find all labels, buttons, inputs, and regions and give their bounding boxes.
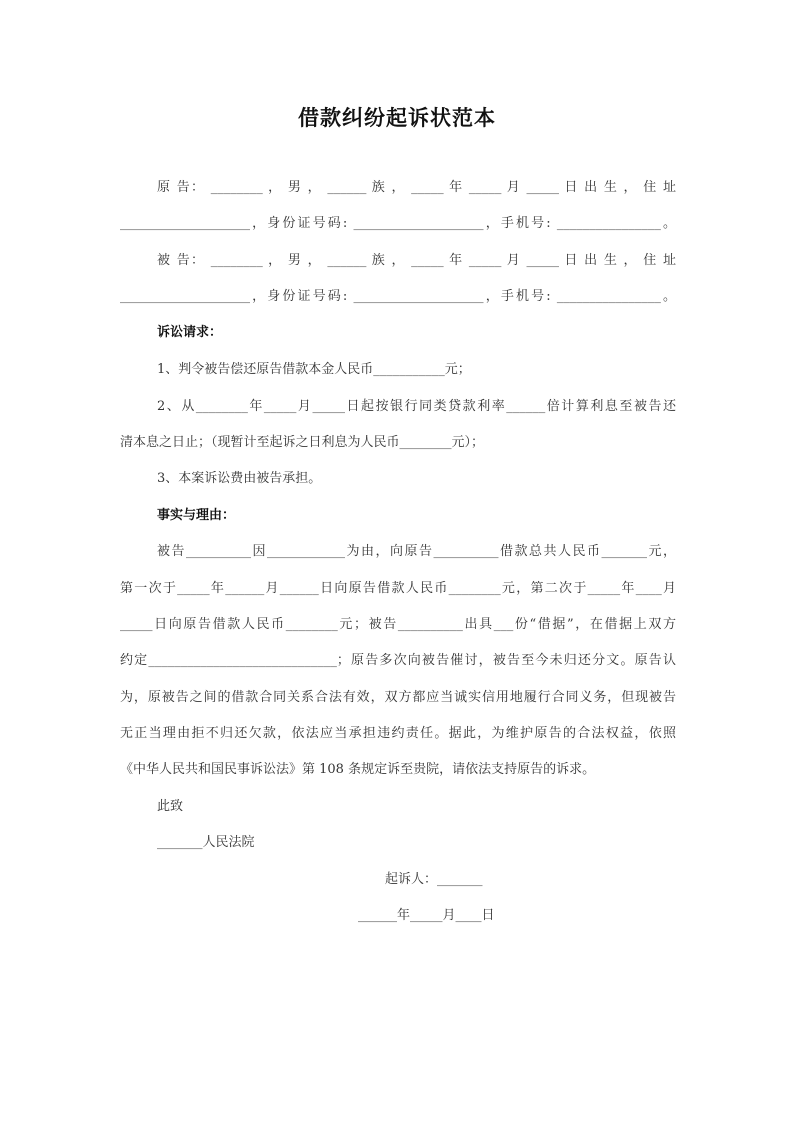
defendant-line-2: ____________________，身份证号码: ____________________，手机号: ________________。 [120,289,676,304]
claims-heading: 诉讼请求： [157,325,223,340]
facts-line: 被告__________因____________为由，向原告__________借款总共人民币_______元， [157,544,676,559]
court-name: _______人民法院 [157,835,255,850]
plaintiff-line-2: ____________________，身份证号码: ____________________，手机号: ________________。 [120,216,676,231]
facts-line: _____日向原告借款人民币________元；被告__________出具___份“借据”，在借据上双方 [120,617,676,632]
facts-line: 为，原被告之间的借款合同关系合法有效，双方都应当诚实信用地履行合同义务，但现被告 [120,690,676,705]
facts-line: 约定_____________________________；原告多次向被告催讨，被告至今未归还分文。原告认 [120,653,676,668]
facts-line: 《中华人民共和国民事诉讼法》第 108 条规定诉至贵院，请依法支持原告的诉求。 [120,762,596,777]
facts-line: 第一次于_____年______月______日向原告借款人民币________元，第二次于_____年____月 [120,581,676,596]
plaintiff-signature: 起诉人：_______ [385,872,483,887]
filing-date: ______年_____月____日 [358,908,495,923]
claim-item-3: 3、本案诉讼费由被告承担。 [157,471,322,486]
defendant-line-1: 被 告： ________ ， 男 ， ______ 族 ， _____ 年 _____ 月 _____ 日 出 生 ， 住 址 [157,253,676,268]
claim-item-2-line-1: 2、从________年_____月_____日起按银行同类贷款利率______倍计算利息至被告还 [157,399,676,414]
document-title: 借款纠纷起诉状范本 [298,105,496,130]
claim-item-2-line-2: 清本息之日止；（现暂计至起诉之日利息为人民币________元）； [120,435,485,450]
facts-line: 无正当理由拒不归还欠款，依法应当承担违约责任。据此，为维护原告的合法权益，依照 [120,726,676,741]
claim-item-1: 1、判令被告偿还原告借款本金人民币___________元； [157,362,471,377]
plaintiff-line-1: 原 告： ________ ， 男 ， ______ 族 ， _____ 年 _____ 月 _____ 日 出 生 ， 住 址 [157,180,676,195]
facts-heading: 事实与理由： [157,508,236,523]
salutation: 此致 [157,799,184,814]
